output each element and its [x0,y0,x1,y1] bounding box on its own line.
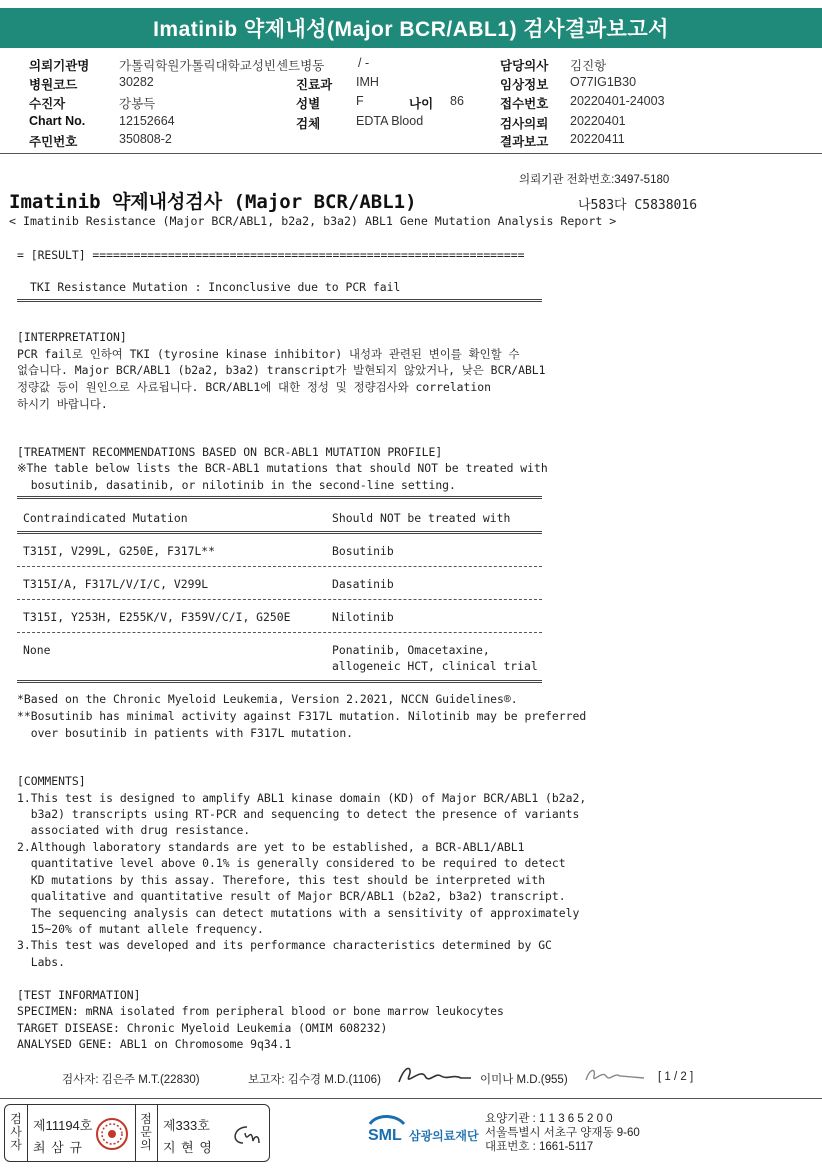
table-top-rule [17,496,542,499]
interpretation-line-4: 하시기 바랍니다. [17,397,108,411]
table-row-mutation: T315I, Y253H, E255K/V, F359V/C/I, G250E [23,610,291,624]
column-header-mutation: Contraindicated Mutation [23,511,188,525]
interpretation-header: [INTERPRETATION] [17,330,127,344]
value-sex: F [356,94,364,108]
test-info-gene: ANALYSED GENE: ABL1 on Chromosome 9q34.1 [17,1037,292,1051]
label-receipt-no: 접수번호 [500,97,549,111]
label-doctor: 담당의사 [500,59,549,73]
table-row-mutation: T315I, V299L, G250E, F317L** [23,544,216,558]
box-label-tester: 검사자 [10,1112,22,1152]
label-clinical-info: 임상정보 [500,78,549,92]
value-patient: 강봉득 [119,97,156,111]
treatment-note-2: bosutinib, dasatinib, or nilotinib in the second-line setting. [17,478,456,492]
reviewer-signature-text: 이미나 M.D.(955) [480,1074,568,1086]
box-divider [135,1105,136,1161]
treatment-header: [TREATMENT RECOMMENDATIONS BASED ON BCR-ABL1 MUTATION PROFILE] [17,445,443,459]
interpretation-line-1: PCR fail로 인하여 TKI (tyrosine kinase inhibitor) 내성과 관련된 변이를 확인할 수 [17,347,520,361]
organization-name: 삼광의료재단 [409,1129,479,1143]
tester-license-no: 제11194호 [33,1118,93,1133]
value-id-number: 350808-2 [119,132,172,146]
reporter-signature-text: 보고자: 김수경 M.D.(1106) [248,1074,381,1086]
interpretation-line-3: 정량값 등이 원인으로 사료됩니다. BCR/ABL1에 대한 정성 및 정량검사와 correlation [17,380,491,394]
certification-box [4,1104,270,1162]
label-request-date: 검사의뢰 [500,117,549,131]
tester-name: 최 삼 규 [33,1140,83,1155]
test-info-header: [TEST INFORMATION] [17,988,141,1002]
footer [0,1100,822,1168]
label-hospital-code: 병원코드 [29,78,78,92]
value-specimen: EDTA Blood [356,114,424,128]
footer-divider [0,1098,822,1099]
value-doctor: 김진항 [570,59,607,73]
label-age: 나이 [409,97,434,111]
comment-line: The sequencing analysis can detect mutations with a sensitivity of approximately [17,906,580,920]
comment-line: 3.This test was developed and its performance characteristics determined by GC [17,938,552,952]
info-line: 서울특별시 서초구 양재동 9-60 [485,1127,640,1139]
logo-text: SML [368,1127,402,1142]
label-patient: 수진자 [29,97,66,111]
info-line: 대표번호 : 1661-5117 [485,1141,594,1153]
page-indicator: [ 1 / 2 ] [658,1071,694,1083]
reporter-signature-mark [395,1062,475,1090]
value-request-date: 20220401 [570,114,626,128]
banner-title: Imatinib 약제내성(Major BCR/ABL1) 검사결과보고서 [153,18,669,41]
table-row-drug-continued: allogeneic HCT, clinical trial [332,659,538,673]
comment-line: 1.This test is designed to amplify ABL1 kinase domain (KD) of Major BCR/ABL1 (b2a2, [17,791,587,805]
label-sex: 성별 [296,97,321,111]
value-report-date: 20220411 [570,132,625,146]
label-chart-no: Chart No. [29,114,86,128]
value-institution-extra: / - [358,56,370,70]
value-receipt-no: 20220401-24003 [570,94,665,108]
result-header: = [RESULT] =============================================================== [17,248,525,262]
specialist-signature-mark [227,1121,263,1149]
result-line: TKI Resistance Mutation : Inconclusive due to PCR fail [30,280,401,294]
comment-line: 15~20% of mutant allele frequency. [17,922,264,936]
value-department: IMH [356,75,379,89]
footnote-1: *Based on the Chronic Myeloid Leukemia, Version 2.2021, NCCN Guidelines®. [17,692,518,706]
comment-line: b3a2) transcripts using RT-PCR and sequencing to detect the presence of variants [17,807,580,821]
value-hospital-code: 30282 [119,75,154,89]
report-banner [0,8,822,48]
row-divider [17,566,542,567]
label-specimen: 검체 [296,117,321,131]
table-row-drug: Ponatinib, Omacetaxine, [332,643,490,657]
interpretation-line-2: 없습니다. Major BCR/ABL1 (b2a2, b3a2) transcript가 발현되지 않았거나, 낮은 BCR/ABL1 [17,363,546,377]
specialist-name: 지 현 영 [163,1140,213,1155]
comment-line: qualitative and quantitative result of Major BCR/ABL1 (b2a2, b3a2) transcript. [17,889,566,903]
footnote-2: **Bosutinib has minimal activity against F317L mutation. Nilotinib may be preferred [17,709,587,723]
table-row-mutation: T315I/A, F317L/V/I/C, V299L [23,577,209,591]
column-header-drug: Should NOT be treated with [332,511,511,525]
label-id-number: 주민번호 [29,135,78,149]
reviewer-signature-mark [582,1064,652,1086]
label-department: 진료과 [296,78,333,92]
value-age: 86 [450,94,464,108]
label-report-date: 결과보고 [500,135,549,149]
seal-stamp-icon [95,1117,129,1151]
institution-phone: 의뢰기관 전화번호:3497-5180 [519,174,670,186]
test-info-disease: TARGET DISEASE: Chronic Myeloid Leukemia (OMIM 608232) [17,1021,388,1035]
comment-line: Labs. [17,955,66,969]
table-row-drug: Dasatinib [332,577,394,591]
table-row-drug: Nilotinib [332,610,394,624]
table-row-mutation: None [23,643,51,657]
comment-line: associated with drug resistance. [17,823,251,837]
treatment-note-1: ※The table below lists the BCR-ABL1 mutations that should NOT be treated with [17,461,548,475]
test-code: 나583다 C5838016 [578,198,698,213]
comments-header: [COMMENTS] [17,774,86,788]
value-chart-no: 12152664 [119,114,175,128]
row-divider [17,632,542,633]
box-divider [27,1105,28,1161]
test-info-specimen: SPECIMEN: mRNA isolated from peripheral blood or bone marrow leukocytes [17,1004,504,1018]
result-rule [17,299,542,302]
header-divider [0,153,822,154]
value-institution: 가톨릭학원가톨릭대학교성빈센트병동 [119,59,325,73]
box-divider [157,1105,158,1161]
comment-line: KD mutations by this assay. Therefore, this test should be interpreted with [17,873,546,887]
info-line: 요양기관 : 1 1 3 6 5 2 0 0 [485,1113,613,1125]
report-subtitle: < Imatinib Resistance (Major BCR/ABL1, b2a2, b3a2) ABL1 Gene Mutation Analysis Report > [9,214,617,228]
comment-line: quantitative level above 0.1% is generally considered to be required to detect [17,856,566,870]
row-divider [17,599,542,600]
table-row-drug: Bosutinib [332,544,394,558]
comment-line: 2.Although laboratory standards are yet to be established, a BCR-ABL1/ABL1 [17,840,525,854]
table-bottom-rule [17,680,542,683]
value-clinical-info: O77IG1B30 [570,75,637,89]
box-label-specialist: 점문의 [140,1112,152,1152]
footnote-3: over bosutinib in patients with F317L mutation. [17,726,354,740]
specialist-license-no: 제333호 [163,1118,210,1133]
report-title: Imatinib 약제내성검사 (Major BCR/ABL1) [9,191,417,213]
tester-signature-text: 검사자: 김은주 M.T.(22830) [62,1074,200,1086]
organization-info [485,1112,640,1154]
sml-logo-icon [366,1112,408,1142]
table-header-rule [17,531,542,534]
label-institution: 의뢰기관명 [29,59,90,73]
